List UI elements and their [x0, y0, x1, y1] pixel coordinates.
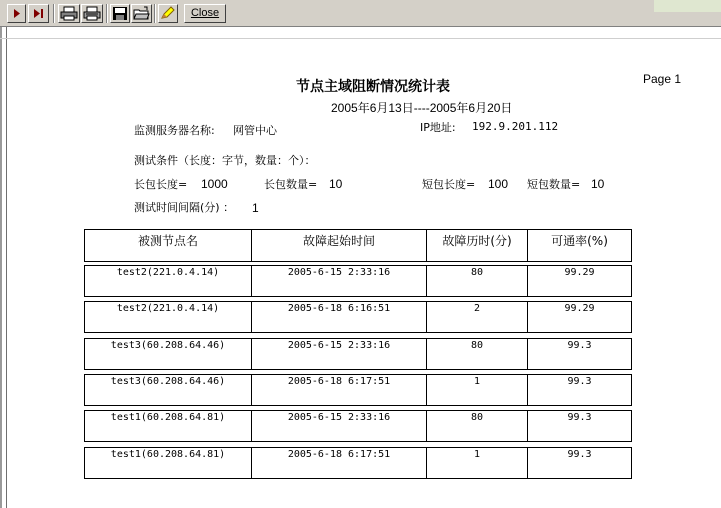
column-header-duration: 故障历时(分) [426, 229, 528, 261]
cell-node: test1(60.208.64.81) [84, 447, 252, 479]
cell-start-time: 2005-6-18 6:17:51 [251, 374, 427, 406]
save-button[interactable] [110, 4, 130, 23]
short-length-value: 100 [488, 177, 509, 191]
close-button-label: Close [190, 7, 220, 19]
cell-availability: 99.3 [527, 410, 632, 442]
toolbar-separator [106, 4, 108, 23]
cell-node: test3(60.208.64.46) [84, 374, 252, 406]
toolbar-separator [53, 4, 55, 23]
ip-value: 192.9.201.112 [472, 120, 559, 133]
cell-availability: 99.29 [527, 301, 632, 333]
cell-availability: 99.3 [527, 338, 632, 370]
date-range: 2005年6月13日----2005年6月20日 [331, 101, 513, 115]
last-page-button[interactable] [28, 4, 49, 23]
close-button[interactable] [184, 4, 226, 23]
cell-node: test2(221.0.4.14) [84, 265, 252, 297]
page-border [6, 27, 7, 508]
long-length-label: 长包长度= [134, 178, 188, 191]
short-length-label: 短包长度= [422, 178, 476, 191]
column-header-availability: 可通率(%) [527, 229, 632, 261]
window-strip [654, 0, 721, 12]
edit-pencil-icon [159, 5, 177, 22]
play-icon [8, 5, 25, 22]
long-count-label: 长包数量= [264, 178, 318, 191]
cell-start-time: 2005-6-18 6:17:51 [251, 447, 427, 479]
save-icon [111, 5, 129, 22]
interval-label: 测试时间间隔(分) ： [134, 201, 235, 214]
short-count-value: 10 [591, 177, 605, 191]
cell-start-time: 2005-6-15 2:33:16 [251, 265, 427, 297]
short-count-label: 短包数量= [527, 178, 581, 191]
run-button[interactable] [7, 4, 26, 23]
edit-button[interactable] [158, 4, 178, 23]
column-header-start-time: 故障起始时间 [251, 229, 427, 261]
print-icon [59, 5, 79, 22]
cell-duration: 80 [426, 338, 528, 370]
header-underline [84, 261, 632, 262]
toolbar-separator [154, 4, 156, 23]
report-title: 节点主域阻断情况统计表 [296, 79, 450, 95]
cell-availability: 99.29 [527, 265, 632, 297]
open-button[interactable] [131, 4, 152, 23]
long-length-value: 1000 [201, 177, 228, 191]
cell-duration: 1 [426, 447, 528, 479]
cell-node: test2(221.0.4.14) [84, 301, 252, 333]
print-setup-button[interactable] [81, 4, 103, 23]
print-setup-icon [82, 5, 102, 22]
cell-duration: 80 [426, 265, 528, 297]
column-header-node: 被测节点名 [84, 229, 252, 261]
cell-duration: 2 [426, 301, 528, 333]
server-name-value: 网管中心 [233, 124, 277, 137]
cell-availability: 99.3 [527, 447, 632, 479]
cell-availability: 99.3 [527, 374, 632, 406]
page-number: Page 1 [643, 72, 682, 86]
print-button[interactable] [58, 4, 80, 23]
cell-start-time: 2005-6-18 6:16:51 [251, 301, 427, 333]
long-count-value: 10 [329, 177, 343, 191]
last-page-icon [29, 5, 48, 22]
cell-node: test3(60.208.64.46) [84, 338, 252, 370]
cell-duration: 1 [426, 374, 528, 406]
interval-value: 1 [252, 201, 259, 215]
page-border-top [0, 38, 721, 39]
server-name-label: 监测服务器名称: [134, 124, 215, 137]
cell-start-time: 2005-6-15 2:33:16 [251, 338, 427, 370]
open-folder-icon [132, 5, 151, 22]
cell-start-time: 2005-6-15 2:33:16 [251, 410, 427, 442]
toolbar [0, 0, 721, 27]
cell-duration: 80 [426, 410, 528, 442]
ip-label: IP地址: [420, 121, 456, 134]
cell-node: test1(60.208.64.81) [84, 410, 252, 442]
test-conditions: 测试条件（长度：字节，数量：个）： [134, 154, 316, 167]
